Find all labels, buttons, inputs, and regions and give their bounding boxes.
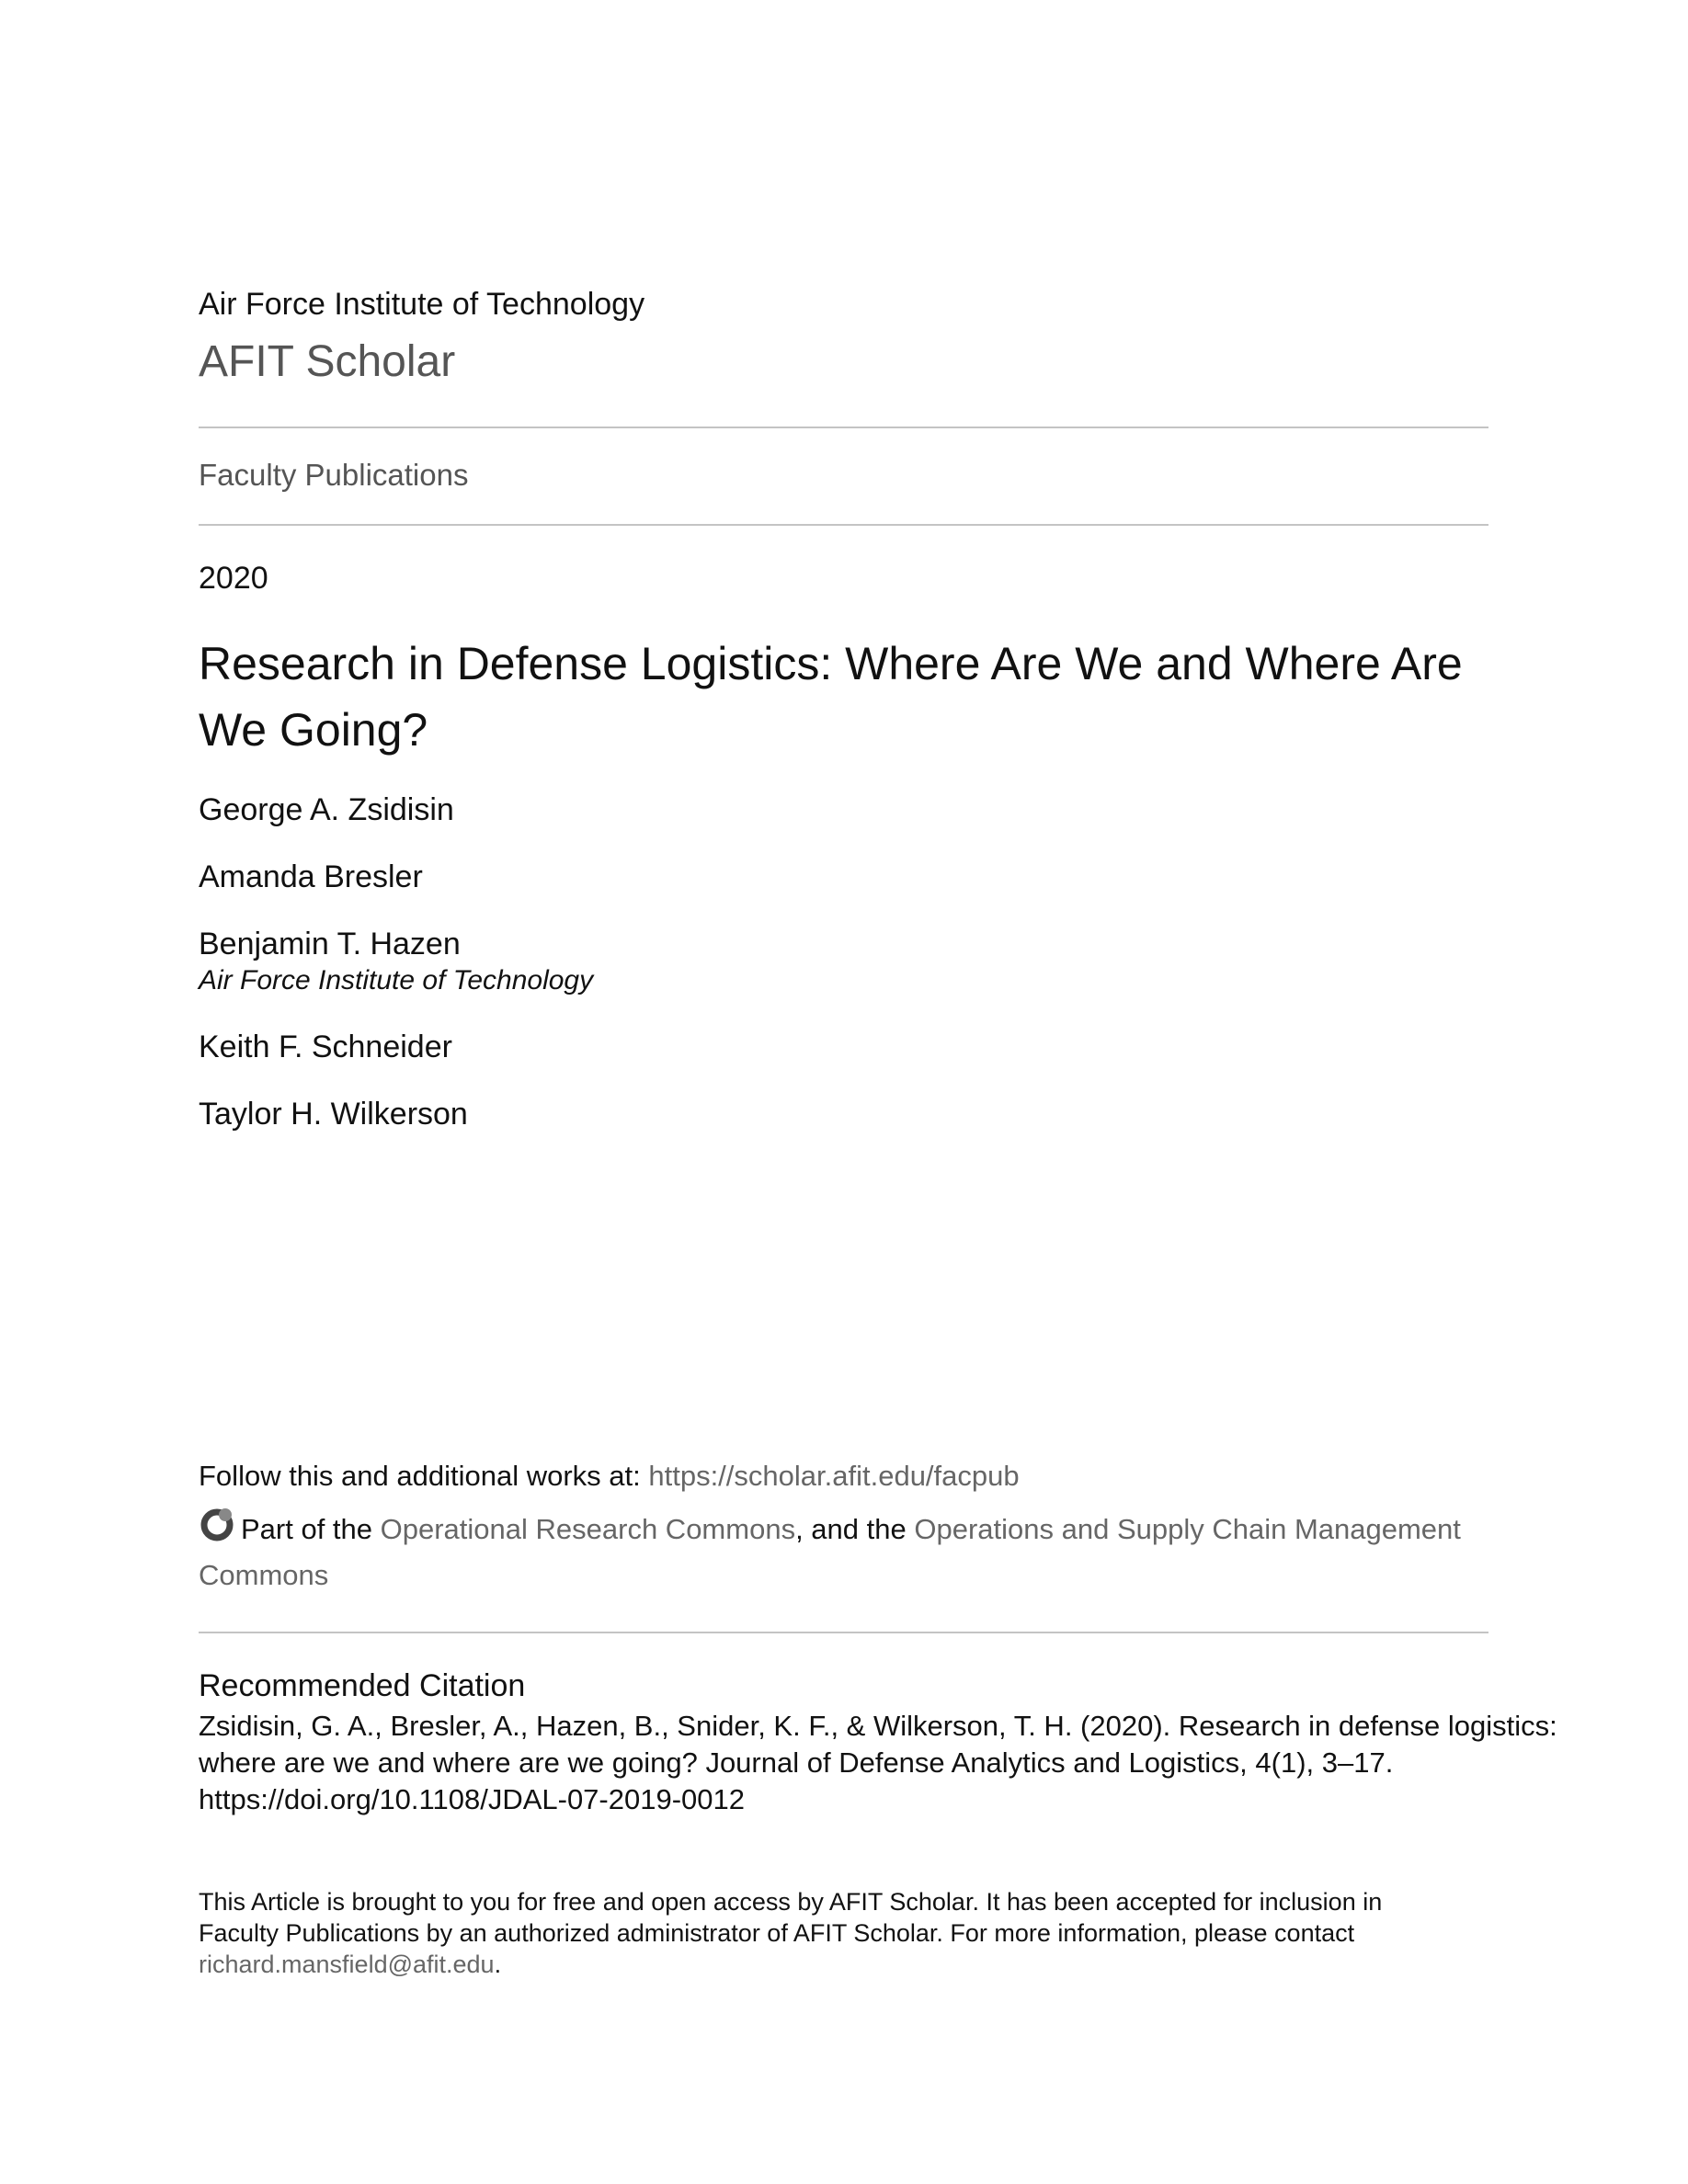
contact-email-link[interactable]: richard.mansfield@afit.edu: [199, 1951, 495, 1978]
operations-supply-chain-commons-link[interactable]: Operations and Supply Chain Management: [914, 1513, 1461, 1545]
institution-name: Air Force Institute of Technology: [199, 287, 645, 322]
commons-icon: [199, 1506, 235, 1542]
repository-name[interactable]: AFIT Scholar: [199, 337, 456, 386]
author-name: Benjamin T. Hazen: [199, 927, 461, 961]
notice-period: .: [494, 1951, 502, 1978]
author-affiliation: Air Force Institute of Technology: [199, 965, 594, 995]
part-of-line: [199, 1506, 1504, 1598]
notice-line: Faculty Publications by an authorized administrator of AFIT Scholar. For more information, please contact: [199, 1919, 1355, 1947]
divider: [199, 1632, 1488, 1633]
divider: [199, 524, 1488, 526]
access-notice: [199, 1886, 1504, 1980]
divider: [199, 427, 1488, 428]
citation-line: where are we and where are we going? Journal of Defense Analytics and Logistics, 4(1), 3–17.: [199, 1746, 1394, 1779]
author-name: Taylor H. Wilkerson: [199, 1097, 468, 1132]
citation-line: Zsidisin, G. A., Bresler, A., Hazen, B., Snider, K. F., & Wilkerson, T. H. (2020). Research in defense logistics:: [199, 1710, 1557, 1742]
author-name: George A. Zsidisin: [199, 792, 454, 827]
article-title: Research in Defense Logistics: Where Are We and Where Are We Going?: [199, 638, 1463, 756]
author-name: Keith F. Schneider: [199, 1029, 452, 1064]
part-of-middle: , and the: [795, 1513, 915, 1545]
follow-label: Follow this and additional works at:: [199, 1460, 649, 1492]
series-link[interactable]: Faculty Publications: [199, 458, 469, 492]
notice-line: [199, 1949, 1504, 1980]
citation-doi: https://doi.org/10.1108/JDAL-07-2019-0012: [199, 1783, 745, 1815]
author-name: Amanda Bresler: [199, 859, 423, 894]
operations-supply-chain-commons-link-cont[interactable]: Commons: [199, 1559, 329, 1591]
citation-body: [199, 1708, 1557, 1818]
part-of-prefix: Part of the: [241, 1513, 381, 1545]
operational-research-commons-link[interactable]: Operational Research Commons: [380, 1513, 796, 1545]
follow-line: [199, 1460, 1020, 1493]
citation-heading: Recommended Citation: [199, 1668, 526, 1703]
notice-line: This Article is brought to you for free and open access by AFIT Scholar. It has been accepted for inclusion in: [199, 1888, 1383, 1916]
facpub-link[interactable]: https://scholar.afit.edu/facpub: [648, 1460, 1020, 1492]
publication-year: 2020: [199, 561, 268, 596]
